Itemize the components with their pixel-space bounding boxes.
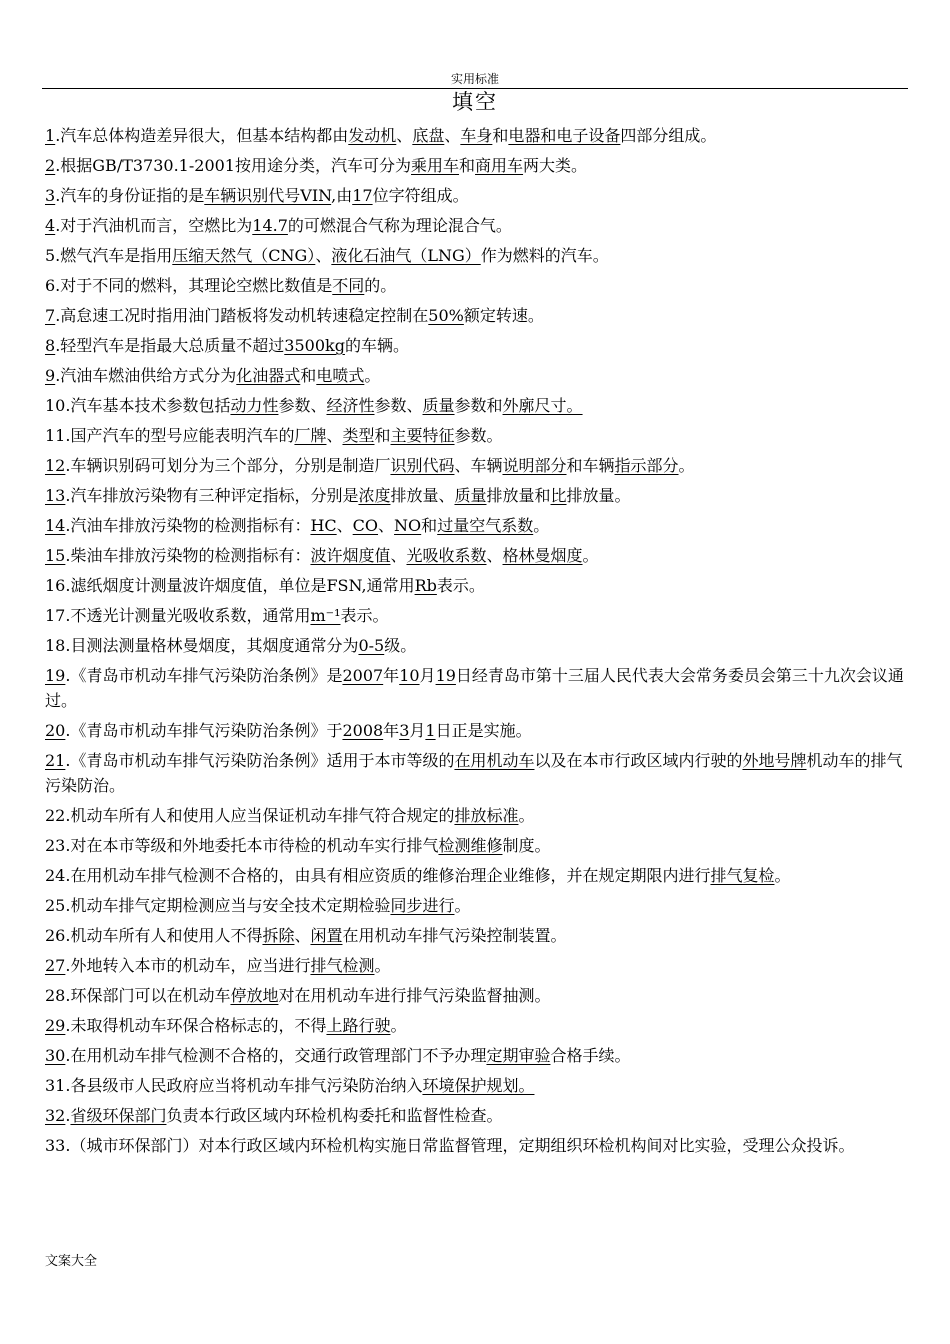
- answer-blank: HC: [310, 516, 337, 535]
- answer-blank: 底盘: [412, 126, 445, 145]
- answer-blank: 车身: [460, 126, 493, 145]
- answer-blank: 检测维修: [438, 836, 503, 855]
- question-text: 10.汽车基本技术参数包括: [45, 396, 231, 415]
- answer-blank: 比: [550, 486, 567, 505]
- question-item: [45, 863, 907, 893]
- answer-blank: 21: [45, 751, 66, 770]
- question-item: [45, 303, 907, 333]
- question-item: [45, 633, 907, 663]
- question-item: [45, 453, 907, 483]
- answer-blank: 乘用车: [411, 156, 460, 175]
- question-text: 、: [444, 126, 461, 145]
- question-text: 额定转速。: [463, 306, 544, 325]
- question-text: 5.燃气汽车是指用: [45, 246, 173, 265]
- answer-blank: 停放地: [230, 986, 279, 1005]
- question-text: 排放量、: [390, 486, 455, 505]
- answer-blank: 15: [45, 546, 66, 565]
- answer-blank: 闲置: [310, 926, 343, 945]
- answer-blank: 20: [45, 721, 66, 740]
- question-text: 23.对在本市等级和外地委托本市待检的机动车实行排气: [45, 836, 439, 855]
- answer-blank: 质量: [422, 396, 455, 415]
- question-item: [45, 718, 907, 748]
- answer-blank: 10: [399, 666, 420, 685]
- question-text: 31.各县级市人民政府应当将机动车排气污染防治纳入: [45, 1076, 423, 1095]
- question-text: 、: [390, 546, 407, 565]
- question-text: 。: [374, 956, 391, 975]
- question-text: 作为燃料的汽车。: [480, 246, 609, 265]
- answer-blank: 13: [45, 486, 66, 505]
- question-text: 月: [409, 721, 426, 740]
- question-item: [45, 243, 907, 273]
- answer-blank: 3: [399, 721, 410, 740]
- answer-blank: 上路行驶: [326, 1016, 391, 1035]
- question-item: [45, 1103, 907, 1133]
- answer-blank: 3500kg: [284, 336, 345, 355]
- question-item: [45, 953, 907, 983]
- answer-blank: 8: [45, 336, 56, 355]
- answer-blank: 30: [45, 1046, 66, 1065]
- question-item: [45, 748, 907, 803]
- answer-blank: 电器和电子设备: [508, 126, 621, 145]
- fill-in-blank-list: [45, 123, 907, 1163]
- question-item: [45, 153, 907, 183]
- answer-blank: 12: [45, 456, 66, 475]
- question-text: 24.在用机动车排气检测不合格的，由具有相应资质的维修治理企业维修，并在规定期限内进行: [45, 866, 711, 885]
- question-text: 参数和: [454, 396, 503, 415]
- question-item: [45, 393, 907, 423]
- question-text: 26.机动车所有人和使用人不得: [45, 926, 263, 945]
- answer-blank: 19: [435, 666, 456, 685]
- answer-blank: 类型: [342, 426, 375, 445]
- question-text: 年: [383, 666, 400, 685]
- answer-blank: 14: [45, 516, 66, 535]
- answer-blank: 识别代码: [390, 456, 455, 475]
- answer-blank: 32: [45, 1106, 66, 1125]
- question-item: [45, 923, 907, 953]
- question-text: .未取得机动车环保合格标志的，不得: [65, 1016, 327, 1035]
- question-text: .高怠速工况时指用油门踏板将发动机转速稳定控制在: [55, 306, 429, 325]
- answer-blank: 车辆识别代号VIN: [204, 186, 332, 205]
- question-text: 。: [390, 1016, 407, 1035]
- answer-blank: 经济性: [326, 396, 375, 415]
- answer-blank: Rb: [414, 576, 437, 595]
- question-text: 制度。: [502, 836, 551, 855]
- question-item: [45, 833, 907, 863]
- question-text: .在用机动车排气检测不合格的，交通行政管理部门不予办理: [65, 1046, 487, 1065]
- answer-blank: 浓度: [358, 486, 391, 505]
- question-text: .《青岛市机动车排气污染防治条例》是: [65, 666, 343, 685]
- question-text: 16.滤纸烟度计测量波许烟度值，单位是FSN,通常用: [45, 576, 415, 595]
- page-title: 填空: [452, 90, 498, 114]
- answer-blank: 14.7: [252, 216, 288, 235]
- question-text: .外地转入本市的机动车，应当进行: [65, 956, 311, 975]
- answer-blank: 同步进行: [390, 896, 455, 915]
- answer-blank: 发动机: [348, 126, 397, 145]
- question-text: 和: [459, 156, 476, 175]
- question-item: [45, 513, 907, 543]
- question-text: 33.（城市环保部门）对本行政区域内环检机构实施日常监督管理，定期组织环检机构间对比实验，受理公众投诉。: [45, 1136, 855, 1155]
- question-text: .汽车的身份证指的是: [55, 186, 205, 205]
- question-text: .《青岛市机动车排气污染防治条例》适用于本市等级的: [65, 751, 455, 770]
- question-item: [45, 213, 907, 243]
- question-item: [45, 543, 907, 573]
- question-text: 、: [336, 516, 353, 535]
- question-text: 参数、: [278, 396, 327, 415]
- answer-blank: 格林曼烟度: [502, 546, 583, 565]
- question-text: 级。: [384, 636, 417, 655]
- question-text: 位字符组成。: [372, 186, 469, 205]
- question-text: 。: [533, 516, 550, 535]
- answer-blank: 2007: [342, 666, 384, 685]
- answer-blank: 排放标准: [454, 806, 519, 825]
- answer-blank: 外地号牌: [742, 751, 807, 770]
- question-text: .汽车排放污染物有三种评定指标，分别是: [65, 486, 359, 505]
- question-text: 。: [774, 866, 791, 885]
- answer-blank: 9: [45, 366, 56, 385]
- question-text: 17.不透光计测量光吸收系数，通常用: [45, 606, 311, 625]
- question-text: 的可燃混合气称为理论混合气。: [287, 216, 512, 235]
- question-text: 的。: [364, 276, 397, 295]
- answer-blank: 3: [45, 186, 56, 205]
- question-text: 28.环保部门可以在机动车: [45, 986, 231, 1005]
- answer-blank: 外廓尺寸。: [502, 396, 583, 415]
- question-text: .《青岛市机动车排气污染防治条例》于: [65, 721, 343, 740]
- question-text: 、: [378, 516, 395, 535]
- answer-blank: 液化石油气（LNG）: [331, 246, 481, 265]
- question-text: 25.机动车排气定期检测应当与安全技术定期检验: [45, 896, 391, 915]
- question-text: 。: [518, 806, 535, 825]
- answer-blank: 19: [45, 666, 66, 685]
- answer-blank: 17: [352, 186, 373, 205]
- question-text: .柴油车排放污染物的检测指标有：: [65, 546, 311, 565]
- question-text: 和: [374, 426, 391, 445]
- question-text: 、: [396, 126, 413, 145]
- question-item: [45, 603, 907, 633]
- question-text: 。: [364, 366, 381, 385]
- question-text: .汽油车燃油供给方式分为: [55, 366, 237, 385]
- question-item: [45, 1133, 907, 1163]
- question-text: 的车辆。: [344, 336, 409, 355]
- question-text: ,由: [331, 186, 353, 205]
- answer-blank: 省级环保部门: [70, 1106, 167, 1125]
- question-text: .车辆识别码可划分为三个部分，分别是制造厂: [65, 456, 391, 475]
- question-text: 参数、: [374, 396, 423, 415]
- question-text: 日经青岛市第十三届人民代表大会常务委员会第三十九次会议通过。: [45, 666, 904, 710]
- question-text: 负责本行政区域内环检机构委托和监督性检查。: [166, 1106, 503, 1125]
- question-text: 参数。: [454, 426, 503, 445]
- question-item: [45, 803, 907, 833]
- answer-blank: 光吸收系数: [406, 546, 487, 565]
- question-text: 四部分组成。: [620, 126, 717, 145]
- question-text: 、: [315, 246, 332, 265]
- answer-blank: 2008: [342, 721, 384, 740]
- question-item: [45, 1043, 907, 1073]
- question-text: 表示。: [340, 606, 389, 625]
- question-text: 排放量和: [486, 486, 551, 505]
- answer-blank: 压缩天然气（CNG）: [172, 246, 316, 265]
- answer-blank: 动力性: [230, 396, 279, 415]
- question-text: 对在用机动车进行排气污染监督抽测。: [278, 986, 551, 1005]
- question-item: [45, 423, 907, 453]
- answer-blank: 50%: [428, 306, 464, 325]
- question-item: [45, 893, 907, 923]
- question-text: 。: [582, 546, 599, 565]
- question-item: [45, 1013, 907, 1043]
- answer-blank: 质量: [454, 486, 487, 505]
- question-text: .根据GB/T3730.1-2001按用途分类，汽车可分为: [55, 156, 411, 175]
- page-footer: 文案大全: [45, 1254, 98, 1269]
- answer-blank: 排气检测: [310, 956, 375, 975]
- question-text: 11.国产汽车的型号应能表明汽车的: [45, 426, 295, 445]
- question-text: 月: [419, 666, 436, 685]
- question-text: 和: [300, 366, 317, 385]
- answer-blank: 7: [45, 306, 56, 325]
- question-text: 。: [454, 896, 471, 915]
- question-text: 日正是实施。: [435, 721, 532, 740]
- answer-blank: NO: [394, 516, 422, 535]
- answer-blank: 排气复检: [710, 866, 775, 885]
- question-item: [45, 363, 907, 393]
- answer-blank: 拆除: [262, 926, 295, 945]
- answer-blank: 1: [45, 126, 56, 145]
- question-text: 18.目测法测量格林曼烟度，其烟度通常分为: [45, 636, 359, 655]
- question-text: 两大类。: [523, 156, 588, 175]
- answer-blank: 27: [45, 956, 66, 975]
- question-text: 、车辆: [454, 456, 503, 475]
- question-item: [45, 1073, 907, 1103]
- answer-blank: 2: [45, 156, 56, 175]
- question-text: 在用机动车排气污染控制装置。: [342, 926, 567, 945]
- question-text: 22.机动车所有人和使用人应当保证机动车排气符合规定的: [45, 806, 455, 825]
- question-text: 年: [383, 721, 400, 740]
- question-text: 。: [678, 456, 695, 475]
- question-text: 、: [326, 426, 343, 445]
- answer-blank: 环境保护规划。: [422, 1076, 535, 1095]
- question-text: .: [65, 1106, 71, 1125]
- answer-blank: 0-5: [358, 636, 385, 655]
- answer-blank: 商用车: [475, 156, 524, 175]
- answer-blank: 指示部分: [614, 456, 679, 475]
- question-text: .汽车总体构造差异很大，但基本结构都由: [55, 126, 349, 145]
- answer-blank: 4: [45, 216, 56, 235]
- question-text: 表示。: [436, 576, 485, 595]
- question-item: [45, 273, 907, 303]
- answer-blank: 厂牌: [294, 426, 327, 445]
- answer-blank: 主要特征: [390, 426, 455, 445]
- question-text: 机动车的排气污染防治。: [45, 751, 903, 795]
- question-text: 和: [421, 516, 438, 535]
- answer-blank: 29: [45, 1016, 66, 1035]
- question-text: 、: [294, 926, 311, 945]
- page-header: 实用标准: [450, 72, 499, 86]
- answer-blank: 波许烟度值: [310, 546, 391, 565]
- question-text: .对于汽油机而言，空燃比为: [55, 216, 253, 235]
- answer-blank: 1: [425, 721, 436, 740]
- question-item: [45, 333, 907, 363]
- answer-blank: 化油器式: [236, 366, 301, 385]
- answer-blank: 过量空气系数: [437, 516, 534, 535]
- question-item: [45, 483, 907, 513]
- question-text: .轻型汽车是指最大总质量不超过: [55, 336, 285, 355]
- answer-blank: 定期审验: [486, 1046, 551, 1065]
- question-text: 和: [492, 126, 509, 145]
- question-text: 排放量。: [566, 486, 631, 505]
- question-item: [45, 983, 907, 1013]
- question-text: .汽油车排放污染物的检测指标有：: [65, 516, 311, 535]
- question-item: [45, 123, 907, 153]
- question-text: 以及在本市行政区域内行驶的: [534, 751, 743, 770]
- question-text: 合格手续。: [550, 1046, 631, 1065]
- answer-blank: m⁻¹: [310, 606, 341, 625]
- question-item: [45, 573, 907, 603]
- answer-blank: 在用机动车: [454, 751, 535, 770]
- answer-blank: CO: [352, 516, 379, 535]
- question-text: 和车辆: [566, 456, 615, 475]
- question-text: 6.对于不同的燃料，其理论空燃比数值是: [45, 276, 333, 295]
- question-text: 、: [486, 546, 503, 565]
- answer-blank: 说明部分: [502, 456, 567, 475]
- question-item: [45, 183, 907, 213]
- answer-blank: 不同: [332, 276, 365, 295]
- question-item: [45, 663, 907, 718]
- answer-blank: 电喷式: [316, 366, 365, 385]
